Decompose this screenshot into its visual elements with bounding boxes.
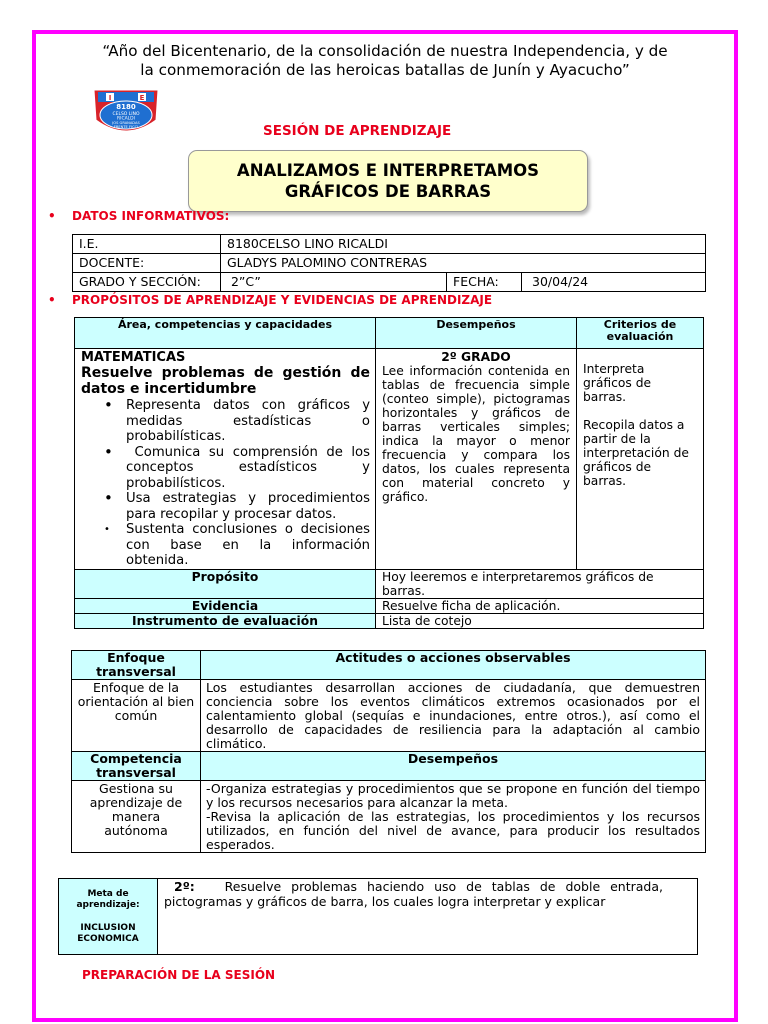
table-row xyxy=(75,598,704,613)
instrumento-value: Lista de cotejo xyxy=(376,613,704,628)
info-heading xyxy=(48,209,229,223)
table-row xyxy=(72,781,706,853)
fecha-value: 30/04/24 xyxy=(522,273,706,292)
performance-cell xyxy=(376,349,577,570)
criterion-1: Interpreta gráficos de barras. xyxy=(583,362,652,404)
bullet-icon: • xyxy=(48,209,56,223)
enfoque-name: Enfoque de la orientación al bien común xyxy=(72,680,201,752)
proposito-label: Propósito xyxy=(75,569,376,598)
instrumento-label: Instrumento de evaluación xyxy=(75,613,376,628)
table-header-row xyxy=(75,318,704,349)
table-row xyxy=(73,273,706,292)
table-row xyxy=(75,569,704,598)
col-area-header: Área, competencias y capacidades xyxy=(75,318,376,349)
meta-label-cell xyxy=(59,879,158,955)
meta-label: Meta de aprendizaje: xyxy=(76,889,140,910)
list-item: • Representa datos con gráficos y medidas estadísticas o probabilísticas. xyxy=(81,398,370,445)
transversal-table xyxy=(71,650,706,853)
table-row xyxy=(72,680,706,752)
meta-sublabel: INCLUSION ECONOMICA xyxy=(77,923,139,944)
list-item: • Comunica su comprensión de los conceptos estadísticos y probabilísticos. xyxy=(81,445,370,492)
performance-text: Lee información contenida en tablas de frecuencia simple (conteo simple), pictogramas horizontales y gráficos de barras verticales simples; indica la mayor o menor frecuencia y compara los datos, los cuales representa con material concreto y gráfico. xyxy=(382,364,570,504)
docente-label: DOCENTE: xyxy=(73,254,221,273)
logo-number: 8180 xyxy=(116,103,136,111)
list-item: • Sustenta conclusiones o decisiones con base en la información obtenida. xyxy=(81,522,370,569)
actitudes-header: Actitudes o acciones observables xyxy=(201,651,706,680)
table-row xyxy=(75,613,704,628)
col-criterios-header: Criterios de evaluación xyxy=(577,318,704,349)
school-logo xyxy=(90,86,162,140)
capacities-list xyxy=(81,398,375,569)
ie-value: 8180CELSO LINO RICALDI xyxy=(221,235,706,254)
meta-grade: 2º: xyxy=(174,879,195,894)
info-table xyxy=(72,234,706,292)
info-heading-text: DATOS INFORMATIVOS: xyxy=(72,209,230,223)
logo-name-1: CELSO LINO xyxy=(112,112,140,117)
evidencia-label: Evidencia xyxy=(75,598,376,613)
grade-label: 2º GRADO xyxy=(441,350,511,364)
logo-name-2: RICALDI xyxy=(117,116,135,122)
table-row xyxy=(73,254,706,273)
competencia-line-2: -Revisa la aplicación de las estrategias, los procedimientos y los recursos utilizados, en función del nivel de avance, para producir los resultados esperados. xyxy=(206,809,700,852)
motto-line-2: la conmemoración de las heroicas batallas de Junín y Ayacucho” xyxy=(140,61,630,79)
list-item: • Usa estrategias y procedimientos para recopilar y procesar datos. xyxy=(81,491,370,522)
subject-name: MATEMATICAS xyxy=(81,350,186,365)
meta-text: Resuelve problemas haciendo uso de tablas de doble entrada, pictogramas y gráficos de barra, los cuales logra interpretar y explicar xyxy=(164,879,663,909)
competence-name: Resuelve problemas de gestión de datos e incertidumbre xyxy=(81,365,370,397)
fecha-label: FECHA: xyxy=(447,273,522,292)
session-title: SESIÓN DE APRENDIZAJE xyxy=(263,123,452,139)
table-row xyxy=(73,235,706,254)
logo-motto-1: JOS GRANADAS xyxy=(112,121,140,125)
meta-text-cell xyxy=(158,879,698,955)
main-title-line-1: ANALIZAMOS E INTERPRETAMOS xyxy=(236,161,540,180)
docente-value: GLADYS PALOMINO CONTRERAS xyxy=(221,254,706,273)
table-row xyxy=(59,879,698,955)
table-row xyxy=(75,349,704,570)
criteria-cell xyxy=(577,349,704,570)
purpose-table xyxy=(74,317,704,629)
grado-label: GRADO Y SECCIÓN: xyxy=(73,273,221,292)
evidencia-value: Resuelve ficha de aplicación. xyxy=(376,598,704,613)
main-title-line-2: GRÁFICOS DE BARRAS xyxy=(284,182,492,201)
grado-value: 2”C” xyxy=(221,273,447,292)
competencia-desempenos xyxy=(201,781,706,853)
motto-line-1: “Año del Bicentenario, de la consolidación de nuestra Independencia, y de xyxy=(102,42,668,60)
col-desempenos-header: Desempeños xyxy=(376,318,577,349)
preparation-heading: PREPARACIÓN DE LA SESIÓN xyxy=(82,968,276,982)
year-motto xyxy=(60,42,710,80)
enfoque-header: Enfoque transversal xyxy=(72,651,201,680)
table-header-row xyxy=(72,752,706,781)
logo-motto-2: FRENTE FICCI xyxy=(113,125,139,129)
area-cell xyxy=(75,349,376,570)
main-title-box xyxy=(188,150,588,212)
competencia-line-1: -Organiza estrategias y procedimientos que se propone en función del tiempo y los recursos necesarios para alcanzar la meta. xyxy=(206,781,700,810)
competencia-header: Competencia transversal xyxy=(72,752,201,781)
logo-letter-e: E xyxy=(139,94,145,102)
proposito-value: Hoy leeremos e interpretaremos gráficos de barras. xyxy=(376,569,704,598)
purpose-heading xyxy=(48,293,492,307)
meta-table xyxy=(58,878,698,955)
ie-label: I.E. xyxy=(73,235,221,254)
enfoque-text: Los estudiantes desarrollan acciones de ciudadanía, que demuestren conciencia sobre los eventos climáticos extremos ocasionados por el calentamiento global (sequías e inundaciones, entre otros.), así como el desarrollo de capacidades de resiliencia para la adaptación al cambio climático. xyxy=(201,680,706,752)
logo-letter-i: I xyxy=(108,94,112,102)
bullet-icon: • xyxy=(48,293,56,307)
desempenos-header: Desempeños xyxy=(201,752,706,781)
criterion-2: Recopila datos a partir de la interpretación de gráficos de barras. xyxy=(583,418,689,488)
table-header-row xyxy=(72,651,706,680)
competencia-name: Gestiona su aprendizaje de manera autónoma xyxy=(72,781,201,853)
purpose-heading-text: PROPÓSITOS DE APRENDIZAJE Y EVIDENCIAS DE APRENDIZAJE xyxy=(72,293,493,307)
